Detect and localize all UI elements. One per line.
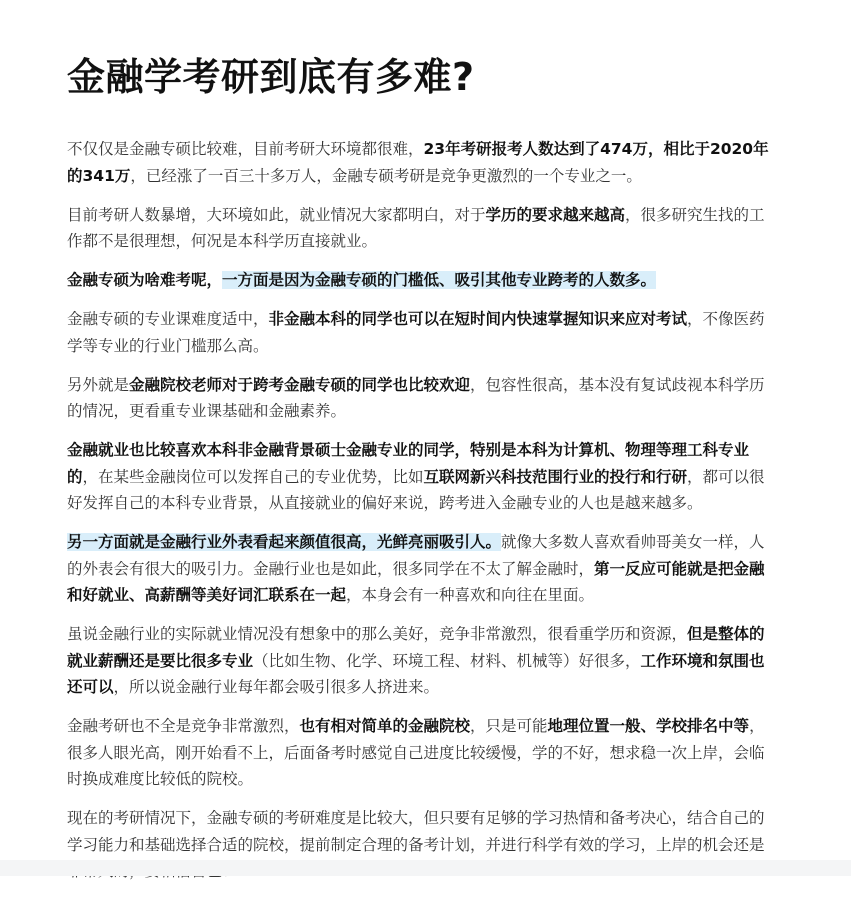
paragraph [67, 437, 775, 517]
text-span: ，不像医药学等专业的行业门槛那么高。 [67, 310, 765, 355]
text-span: 现在的考研情况下，金融专硕的考研难度是比较大，但只要有足够的学习热情和备考决心，结合自己的学习能力和基础选择合适的院校，提前制定合理的备考计划，并进行科学有效的学习，上岸的机会还是 [67, 809, 765, 854]
text-span: ，所以说金融行业每年都会吸引很多人挤进来。 [113, 678, 440, 696]
bottom-bar [0, 860, 851, 876]
bold-text: 也有相对简单的金融院校 [299, 717, 471, 735]
bold-text: 学历的要求越来越高 [485, 205, 626, 224]
paragraph [67, 372, 775, 425]
text-span: ，很多人眼光高，刚开始看不上，后面备考时感觉自己进度比较缓慢，学的不好，想求稳一次上岸，会临时换成难度比较低的院校。 [67, 717, 765, 788]
text-span: 虽说金融行业的实际就业情况没有想象中的那么美好，竞争非常激烈，很看重学历和资源， [67, 625, 688, 643]
text-span: （比如生物、化学、环境工程、材料、机械等）好很多， [253, 651, 641, 670]
bold-text: 第一反应可能就是把金融和好就业、高薪酬等美好词汇联系在一起 [67, 559, 765, 604]
paragraph [67, 202, 775, 255]
highlighted-text: 另一方面就是金融行业外表看起来颜值很高，光鲜亮丽吸引人。 [67, 533, 502, 551]
bold-text: 工作环境和氛围也还可以 [67, 651, 765, 696]
article-title: 金融学考研到底有多难? [67, 55, 475, 99]
text-span: ，已经涨了一百三十多万人，金融专硕考研是竞争更激烈的一个专业之一。 [130, 166, 642, 185]
paragraph [67, 136, 775, 189]
article-body [67, 136, 775, 885]
bold-text: 金融院校老师对于跨考金融专硕的同学也比较欢迎 [129, 375, 471, 394]
text-span: ，在某些金融岗位可以发挥自己的专业优势，比如 [82, 467, 424, 486]
bold-text: 非金融本科的同学也可以在短时间内快速掌握知识来应对考试 [268, 310, 688, 328]
text-span: 不仅仅是金融专硕比较难，目前考研大环境都很难， [67, 140, 424, 158]
paragraph [67, 621, 775, 701]
article [67, 50, 775, 897]
text-span: 就像大多数人喜欢看帅哥美女一样，人的外表会有很大的吸引力。金融行业也是如此，很多同学在不太了解金融时， [67, 533, 765, 578]
text-span: ，都可以很好发挥自己的本科专业背景，从直接就业的偏好来说，跨考进入金融专业的人也是越来越多。 [67, 467, 765, 512]
bold-text: 金融就业也比较喜欢本科非金融背景硕士金融专业的同学，特别是本科为计算机、物理等理工科专业的 [67, 441, 750, 486]
bold-text: 23年考研报考人数达到了474万，相比于2020年的341万 [67, 140, 769, 185]
text-span: 金融专硕的专业课难度适中， [67, 310, 269, 328]
text-span: ，只是可能 [470, 717, 548, 735]
bold-text: 金融专硕为啥难考呢， [67, 271, 223, 289]
paragraph [67, 267, 775, 294]
bold-text: 互联网新兴科技范围行业的投行和行研 [423, 467, 688, 486]
highlighted-text: 一方面是因为金融专硕的门槛低、吸引其他专业跨考的人数多。 [222, 271, 657, 289]
bold-text: 但是整体的就业薪酬还是要比很多专业 [67, 625, 765, 670]
text-span: ，包容性很高，基本没有复试歧视本科学历的情况，更看重专业课基础和金融素养。 [67, 375, 765, 420]
text-span: 目前考研人数暴增，大环境如此，就业情况大家都明白，对于 [67, 205, 486, 224]
text-span: ，很多研究生找的工作都不是很理想，何况是本科学历直接就业。 [67, 205, 765, 250]
paragraph [67, 306, 775, 359]
text-span: 金融考研也不全是竞争非常激烈， [67, 717, 300, 735]
bold-text: 地理位置一般、学校排名中等 [547, 717, 750, 735]
text-span: 另外就是 [67, 375, 130, 394]
paragraph [67, 529, 775, 609]
paragraph [67, 713, 775, 793]
text-span: ，本身会有一种喜欢和向往在里面。 [346, 586, 595, 604]
